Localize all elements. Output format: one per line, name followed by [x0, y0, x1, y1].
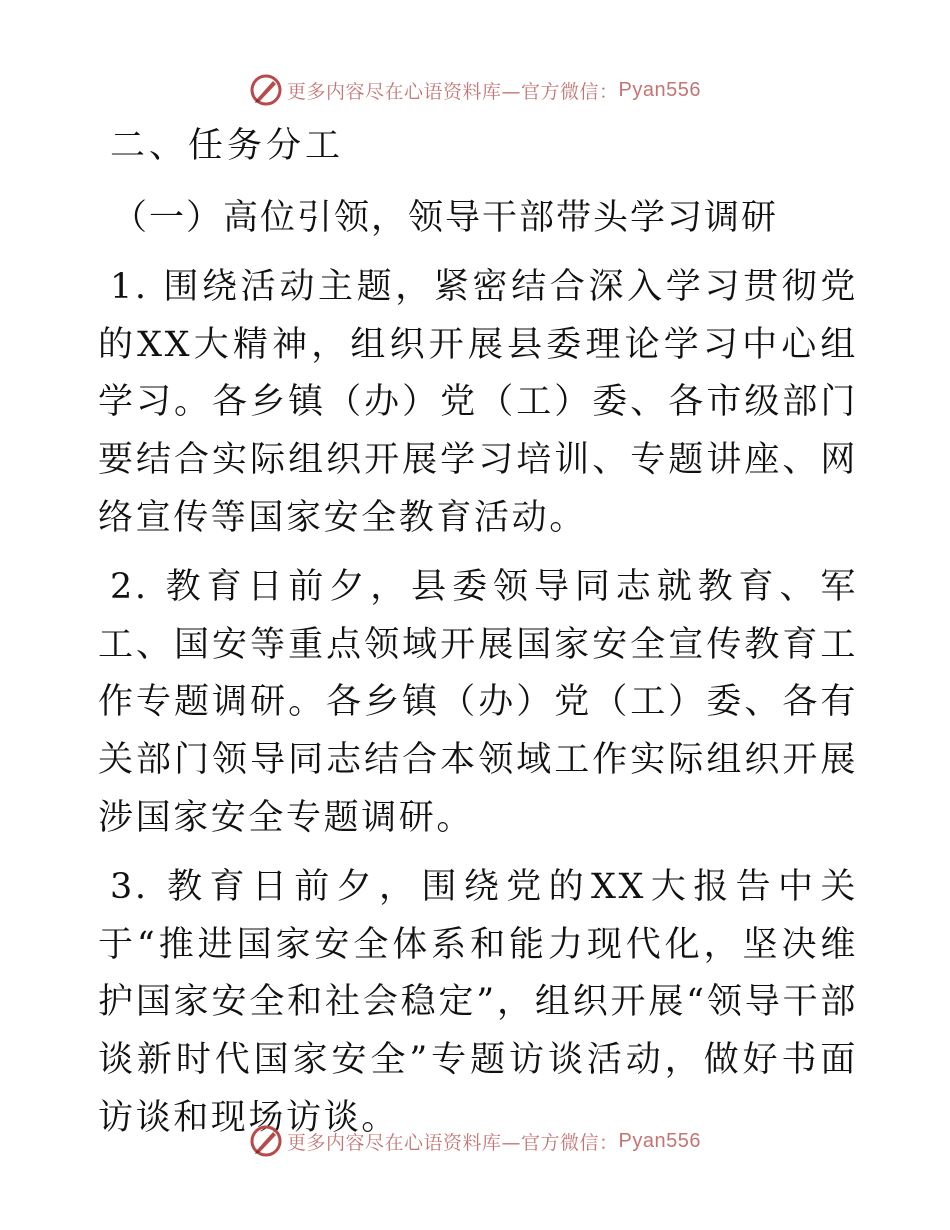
task-item-text: 教育日前夕，围绕党的XX大报告中关于“推进国家安全体系和能力现代化，坚决维护国家安全和社会稳定”，组织开展“领导干部谈新时代国家安全”专题访谈活动，做好书面访谈和现场访谈。 — [98, 867, 858, 1138]
task-item-text: 围绕活动主题，紧密结合深入学习贯彻党的XX大精神，组织开展县委理论学习中心组学习。各乡镇（办）党（工）委、各市级部门要结合实际组织开展学习培训、专题讲座、网络宣传等国家安全教育活动。 — [98, 267, 858, 538]
task-item-text: 教育日前夕，县委领导同志就教育、军工、国安等重点领域开展国家安全宣传教育工作专题调研。各乡镇（办）党（工）委、各有关部门领导同志结合本领域工作实际组织开展涉国家安全专题调研。 — [98, 567, 859, 838]
task-item-number: 3. — [110, 867, 149, 908]
task-item-2 — [98, 559, 858, 847]
task-item-number: 1. — [110, 267, 149, 308]
task-item-number: 2. — [110, 567, 149, 608]
task-item-3 — [98, 859, 858, 1147]
document-body — [98, 118, 858, 1147]
watermark-wechat-id: Pyan556 — [618, 78, 701, 101]
watermark-footer — [0, 1121, 950, 1161]
section-title: 二、任务分工 — [110, 126, 345, 166]
watermark-wechat-id: Pyan556 — [618, 1129, 701, 1152]
watermark-text: 更多内容尽在心语资料库—官方微信： — [287, 80, 619, 103]
watermark-header — [0, 70, 950, 110]
pen-logo-icon — [249, 1124, 283, 1158]
task-item-1 — [98, 259, 858, 547]
subsection-title: （一）高位引领，领导干部带头学习调研 — [112, 197, 779, 238]
pen-logo-icon — [249, 73, 283, 107]
watermark-text: 更多内容尽在心语资料库—官方微信： — [287, 1131, 619, 1154]
